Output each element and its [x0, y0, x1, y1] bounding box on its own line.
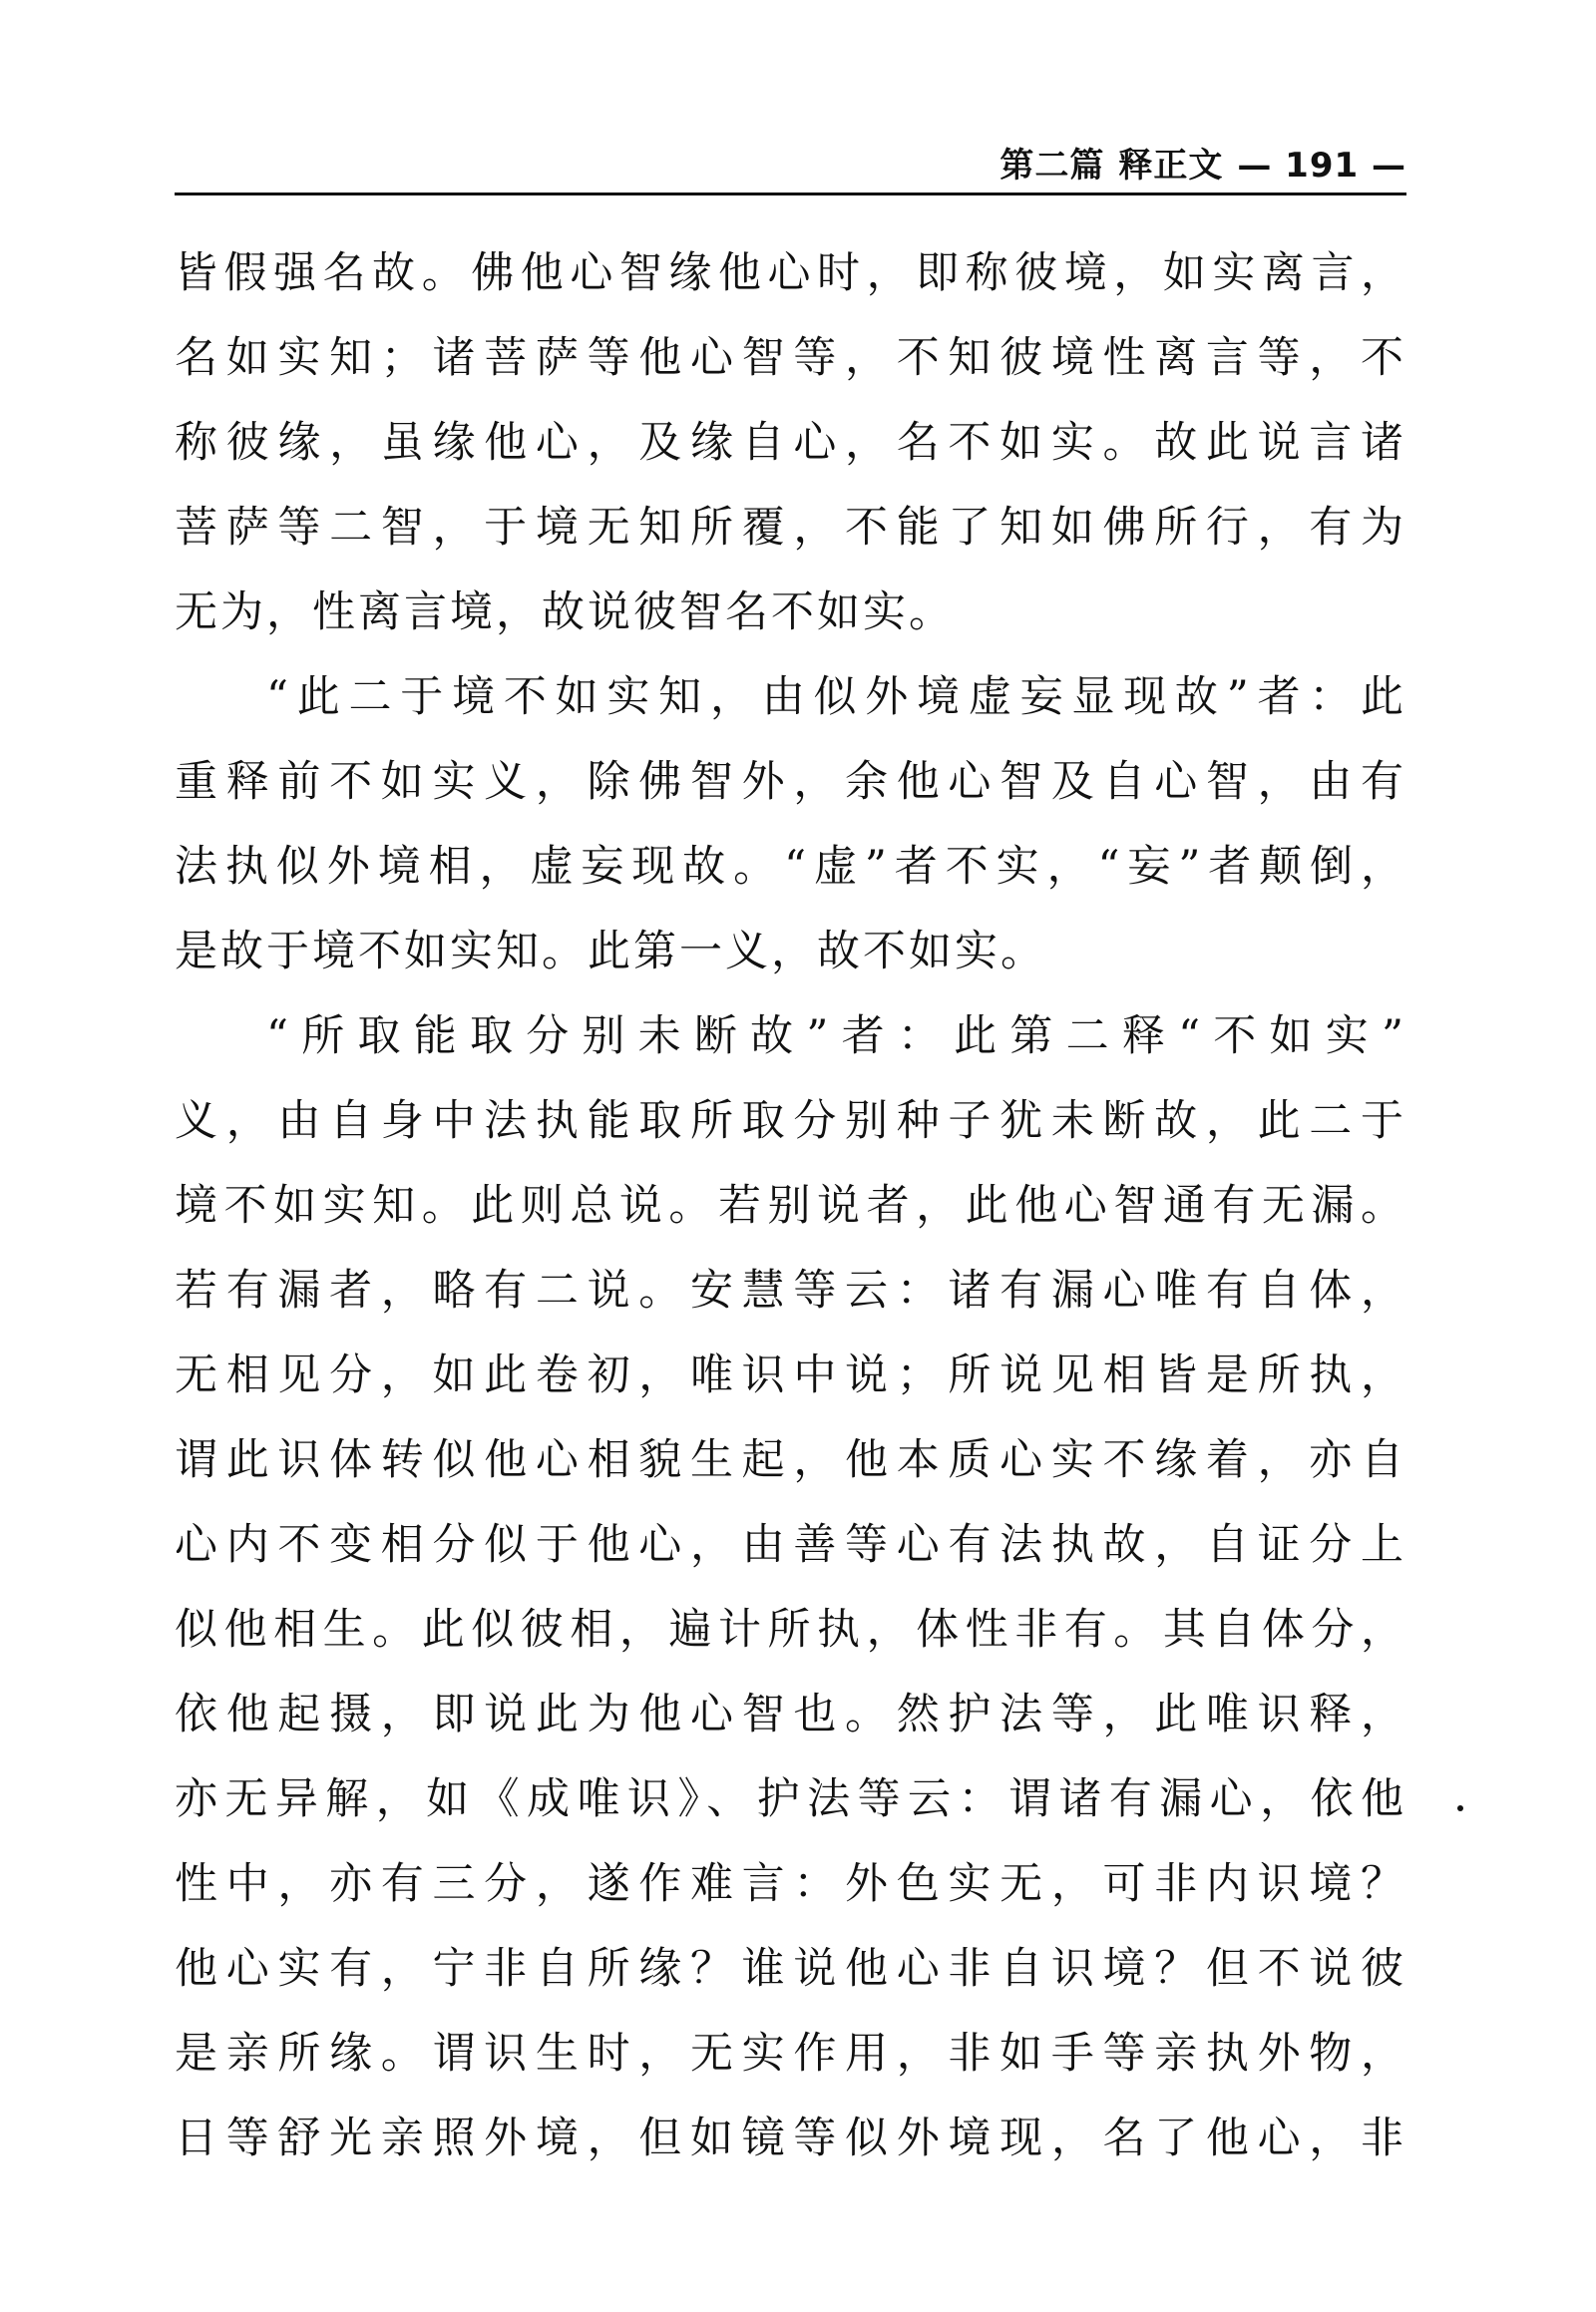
text-line: 依他起摄，即说此为他心智也。然护法等，此唯识释，: [175, 1690, 1406, 1739]
header-page-number: — 191 —: [1237, 146, 1406, 186]
text-line: 名如实知；诸菩萨等他心智等，不知彼境性离言等，不: [175, 333, 1406, 383]
text-line: 法执似外境相，虚妄现故。“虚”者不实，“妄”者颠倒，: [175, 842, 1406, 892]
text-line: 无相见分，如此卷初，唯识中说；所说见相皆是所执，: [175, 1350, 1406, 1400]
text-line: “所取能取分别未断故”者：此第二释“不如实”: [266, 1011, 1406, 1061]
ink-speck: [1457, 1805, 1463, 1811]
text-line: 皆假强名故。佛他心智缘他心时，即称彼境，如实离言，: [175, 248, 1406, 298]
text-line: 日等舒光亲照外境，但如镜等似外境现，名了他心，非: [175, 2114, 1406, 2163]
text-line: 他心实有，宁非自所缘？谁说他心非自识境？但不说彼: [175, 1944, 1406, 1994]
text-line: 性中，亦有三分，遂作难言：外色实无，可非内识境？: [175, 1859, 1406, 1909]
text-line: 心内不变相分似于他心，由善等心有法执故，自证分上: [175, 1520, 1406, 1570]
running-header: [175, 135, 1406, 195]
text-line: 似他相生。此似彼相，遍计所执，体性非有。其自体分，: [175, 1605, 1406, 1655]
text-line: 称彼缘，虽缘他心，及缘自心，名不如实。故此说言诸: [175, 418, 1406, 468]
text-line: 谓此识体转似他心相貌生起，他本质心实不缘着，亦自: [175, 1435, 1406, 1485]
text-line: 境不如实知。此则总说。若别说者，此他心智通有无漏。: [175, 1181, 1406, 1231]
text-line: 是亲所缘。谓识生时，无实作用，非如手等亲执外物，: [175, 2029, 1406, 2079]
text-line: “此二于境不如实知，由似外境虚妄显现故”者：此: [266, 672, 1406, 722]
header-text: [999, 138, 1406, 187]
text-line: 若有漏者，略有二说。安慧等云：诸有漏心唯有自体，: [175, 1266, 1406, 1316]
text-line: 重释前不如实义，除佛智外，余他心智及自心智，由有: [175, 757, 1406, 807]
text-line: 亦无异解，如《成唯识》、护法等云：谓诸有漏心，依他: [175, 1774, 1406, 1824]
header-section: 释正文: [1118, 146, 1224, 186]
body-text: [175, 231, 1406, 2181]
text-line: 义，由自身中法执能取所取分别种子犹未断故，此二于: [175, 1096, 1406, 1146]
text-line: 是故于境不如实知。此第一义，故不如实。: [175, 927, 1046, 976]
header-chapter: 第二篇: [999, 146, 1105, 186]
text-line: 菩萨等二智，于境无知所覆，不能了知如佛所行，有为: [175, 503, 1406, 553]
text-line: 无为，性离言境，故说彼智名不如实。: [175, 587, 955, 637]
